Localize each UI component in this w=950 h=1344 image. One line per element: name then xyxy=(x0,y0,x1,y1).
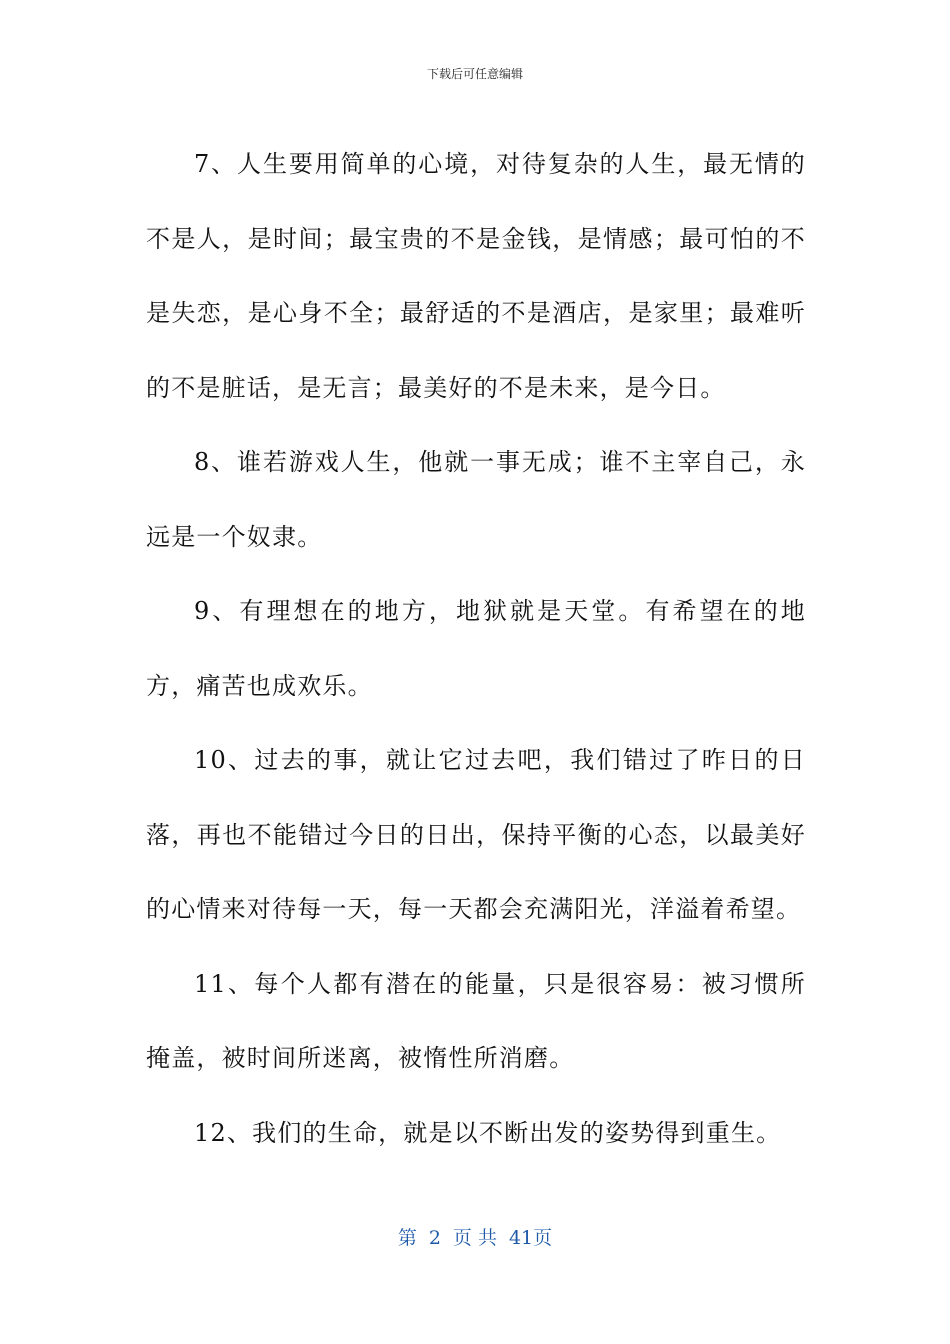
page-header-note: 下载后可任意编辑 xyxy=(426,67,523,81)
footer-current-page: 2 xyxy=(428,1227,441,1249)
paragraph-7: 7、人生要用简单的心境，对待复杂的人生，最无情的不是人，是时间；最宝贵的不是金钱，是情感；最可怕的不是失恋，是心身不全；最舒适的不是酒店，是家里；最难听的不是脏话，是无言；最美好的不是未来，是今日。 xyxy=(146,150,806,402)
paragraph-10: 10、过去的事，就让它过去吧，我们错过了昨日的日落，再也不能错过今日的日出，保持平衡的心态，以最美好的心情来对待每一天，每一天都会充满阳光，洋溢着希望。 xyxy=(146,746,806,923)
footer-prefix: 第 xyxy=(397,1227,417,1249)
document-body xyxy=(146,127,806,1170)
footer-middle: 页 共 xyxy=(452,1227,497,1249)
paragraph-9: 9、有理想在的地方，地狱就是天堂。有希望在的地方，痛苦也成欢乐。 xyxy=(146,597,806,700)
footer-suffix: 页 xyxy=(533,1227,553,1249)
page-footer-pagination xyxy=(0,1226,950,1250)
paragraph-12: 12、我们的生命，就是以不断出发的姿势得到重生。 xyxy=(194,1118,782,1147)
footer-total-pages: 41 xyxy=(508,1227,534,1249)
paragraph-8: 8、谁若游戏人生，他就一事无成；谁不主宰自己，永远是一个奴隶。 xyxy=(146,448,806,551)
paragraph-11: 11、每个人都有潜在的能量，只是很容易：被习惯所掩盖，被时间所迷离，被惰性所消磨。 xyxy=(146,969,806,1072)
